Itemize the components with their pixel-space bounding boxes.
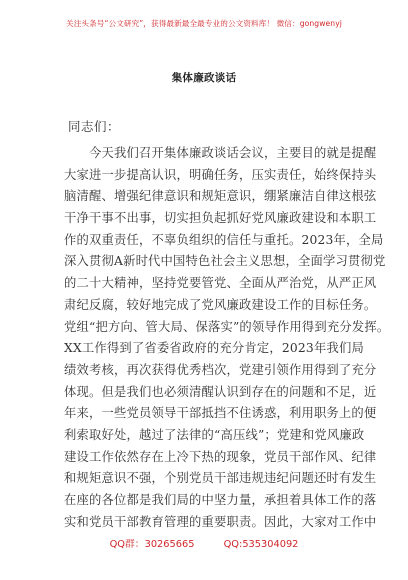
body-line: 利索取好处，越过了法律的“高压线”；党建和党风廉政 [64,427,365,442]
header-promo-banner: 关注头条号“公文研究”，获得最新最全最专业的公文资料库！ 微信：gongwenyj [66,19,342,28]
body-line: 作的双重责任，不辜负组织的信任与重托。2023年，全局 [64,232,384,247]
body-line: 在座的各位都是我们局的中坚力量，承担着具体工作的落 [64,493,377,507]
body-line: 今天我们召开集体廉政谈话会议，主要目的就是提醒 [89,146,377,160]
body-line: 绩效考核，再次获得优秀档次，党建引领作用得到了充分 [64,362,377,377]
qq-number: QQ:535304092 [223,539,299,550]
body-line: 实和党员干部教育管理的重要职责。因此，大家对工作中 [64,514,377,529]
body-line: 肃纪反腐，较好地完成了党风廉政建设工作的目标任务。 [64,297,377,312]
body-line: 脑清醒、增强纪律意识和规矩意识，绷紧廉洁自律这根弦 [64,189,377,204]
body-line: 大家进一步提高认识，明确任务，压实责任，始终保持头 [64,167,377,182]
salutation: 同志们： [68,119,121,134]
document-body [64,143,390,533]
body-line: XX工作得到了省委省政府的充分肯定，2023年我们局 [64,341,364,356]
body-line: 和规矩意识不强，个别党员干部违规违纪问题还时有发生 [64,471,377,486]
body-line: 的二十大精神，坚持党要管党、全面从严治党，从严正风 [64,276,377,291]
body-line: 建设工作依然存在上冷下热的现象，党员干部作风、纪律 [64,449,377,464]
qq-group-number: QQ群：30265665 [109,539,195,550]
body-line: 党组“把方向、管大局、保落实”的领导作用得到充分发挥。 [64,319,390,334]
footer-contact [0,536,408,550]
body-line: 年来，一些党员领导干部抵挡不住诱惑，利用职务上的便 [64,406,377,421]
body-line: 干净干事不出事，切实担负起抓好党风廉政建设和本职工 [64,211,377,226]
body-line: 体现。但是我们也必须清醒认识到存在的问题和不足，近 [64,384,377,399]
document-title: 集体廉政谈话 [171,72,237,84]
body-line: 深入贯彻A新时代中国特色社会主义思想，全面学习贯彻党 [64,254,386,269]
